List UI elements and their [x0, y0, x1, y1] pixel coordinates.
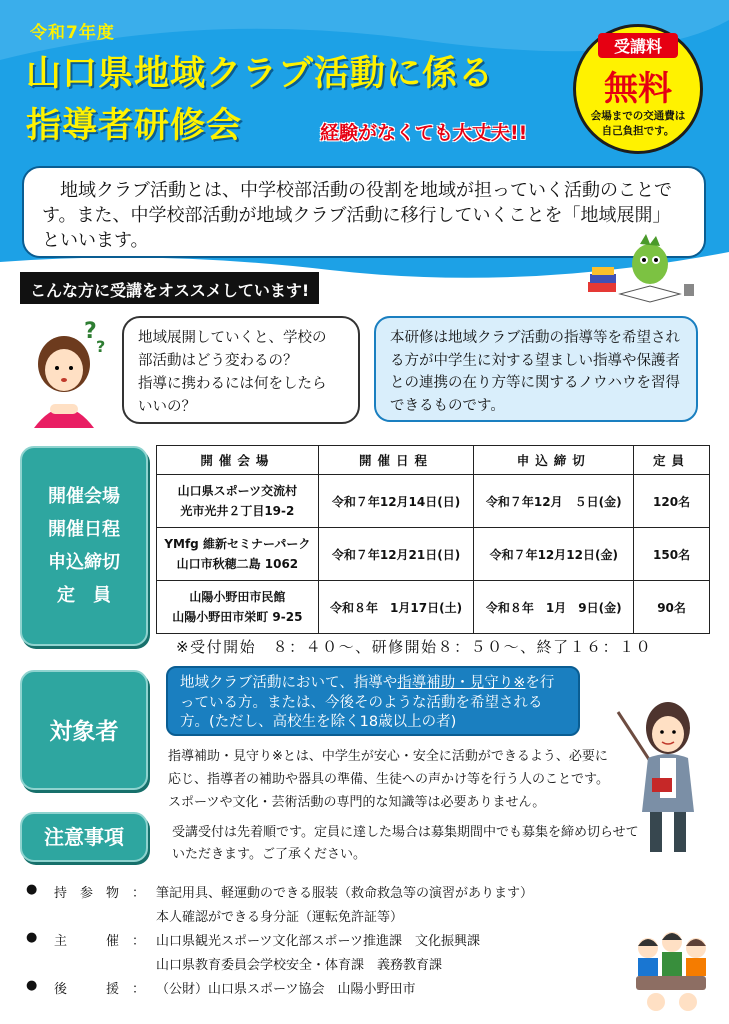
capacity-cell: 120名: [634, 475, 710, 528]
question-bubble: [122, 316, 360, 424]
footer-organizer-line1: 山口県観光スポーツ文化部スポーツ推進課 文化振興課: [156, 934, 480, 949]
footer-organizer-line2: 山口県教育委員会学校安全・体育課 義務教育課: [156, 958, 443, 973]
badge-note: [576, 109, 700, 139]
header-venue: 開催会場: [157, 446, 319, 475]
venue-name: 山陽小野田市民館: [189, 590, 286, 604]
label-date: 開催日程: [48, 519, 120, 540]
footer-support-line1: （公財）山口県スポーツ協会 山陽小野田市: [156, 982, 416, 997]
deadline-cell: 令和７年12月 ５日(金): [474, 475, 634, 528]
bullet-icon: ●: [26, 882, 38, 897]
date-cell: 令和７年12月14日(日): [318, 475, 474, 528]
footer-label-organizer: 主 催 ：: [54, 934, 146, 949]
notice-label: 注意事項: [20, 812, 148, 862]
target-detail-text: 指導補助・見守り※とは、中学生が安心・安全に活動ができるよう、必要に応じ、指導者の補助や器具の準備、生徒への声かけ等を行う人のことです。スポーツや文化・芸術活動の専門的な知識等は必要ありません。: [168, 749, 609, 810]
free-fee-badge: [573, 24, 703, 154]
deadline-cell: 令和８年 1月 9日(金): [474, 581, 634, 634]
target-text-pre: 地域クラブ活動において、指導や: [180, 675, 398, 691]
label-capacity: 定 員: [57, 585, 111, 606]
title-line-2: 指導者研修会: [26, 106, 243, 146]
meeting-group-illustration: [626, 922, 716, 1014]
venue-address: 光市光井２丁目19-2: [180, 504, 295, 518]
venue-cell: [157, 475, 319, 528]
badge-note-line1: 会場までの交通費は: [590, 110, 686, 122]
header-capacity: 定員: [634, 446, 710, 475]
fiscal-year: 令和7年度: [30, 23, 115, 43]
target-text-underlined: 指導補助・見守り※: [397, 675, 526, 691]
subtitle: 経験がなくても大丈夫!!: [320, 122, 528, 144]
recommend-banner: こんな方に受講をオススメしています!: [20, 272, 319, 304]
bullet-icon: ●: [26, 978, 38, 993]
target-label: 対象者: [20, 670, 148, 790]
date-cell: 令和８年 1月17日(土): [318, 581, 474, 634]
footer-label-support: 後 援 ：: [54, 982, 146, 997]
venue-address: 山陽小野田市栄町 9-25: [172, 610, 303, 624]
venue-address: 山口市秋穂二島 1062: [176, 557, 299, 571]
answer-bubble: 本研修は地域クラブ活動の指導等を希望される方が中学生に対する望ましい指導や保護者との連携の在り方等に関するノウハウを習得できるものです。: [374, 316, 698, 422]
header-date: 開催日程: [318, 446, 474, 475]
footer-label-items: 持 参 物 ：: [54, 886, 146, 901]
target-description-box: [166, 666, 580, 736]
label-venue: 開催会場: [48, 486, 120, 507]
event-info-label: [20, 446, 148, 646]
footer-items-line2: 本人確認ができる身分証（運転免許証等）: [156, 910, 404, 925]
badge-label: 受講料: [598, 33, 678, 58]
label-deadline: 申込締切: [48, 552, 120, 573]
question-line3: 指導に携わるには何をしたら: [138, 376, 327, 392]
notice-text: 受講受付は先着順です。定員に達した場合は募集期間中でも募集を締め切らせていただきます。ご了承ください。: [172, 825, 639, 862]
header-deadline: 申込締切: [474, 446, 634, 475]
worried-woman-illustration: [20, 318, 120, 428]
venue-cell: [157, 528, 319, 581]
table-header-row: [157, 446, 710, 475]
question-line2: 部活動はどう変わるの？: [138, 353, 298, 369]
venue-name: YMfg 維新セミナーパーク: [164, 537, 311, 551]
bullet-icon: ●: [26, 930, 38, 945]
footer-items-line1: 筆記用具、軽運動のできる服装（救命救急等の演習があります）: [156, 886, 534, 901]
question-line4: いいの？: [138, 399, 196, 415]
svg-text:?: ?: [84, 319, 97, 344]
badge-main-text: 無料: [604, 69, 672, 109]
table-row: [157, 475, 710, 528]
capacity-cell: 150名: [634, 528, 710, 581]
question-line1: 地域展開していくと、学校の: [138, 330, 327, 346]
capacity-cell: 90名: [634, 581, 710, 634]
date-cell: 令和７年12月21日(日): [318, 528, 474, 581]
intro-box: 地域クラブ活動とは、中学校部活動の役割を地域が担っていく活動のことです。また、中学校部活動が地域クラブ活動に移行していくことを「地域展開」といいます。: [22, 166, 706, 258]
badge-note-line2: 自己負担です。: [601, 125, 675, 137]
deadline-cell: 令和７年12月12日(金): [474, 528, 634, 581]
target-text-post: を行っている方。または、今後そのような活動を希望される方。(ただし、高校生を除く18歳以上の者): [180, 675, 555, 730]
venue-name: 山口県スポーツ交流村: [177, 484, 298, 498]
venue-cell: [157, 581, 319, 634]
table-row: [157, 528, 710, 581]
table-row: [157, 581, 710, 634]
title-line-1: 山口県地域クラブ活動に係る: [26, 54, 495, 94]
mascot-reading-illustration: [580, 232, 700, 312]
schedule-table: [156, 445, 710, 634]
svg-text:?: ?: [96, 337, 106, 356]
time-note: ※受付開始 ８：４０～、研修開始８：５０～、終了１６：１０: [176, 638, 653, 656]
